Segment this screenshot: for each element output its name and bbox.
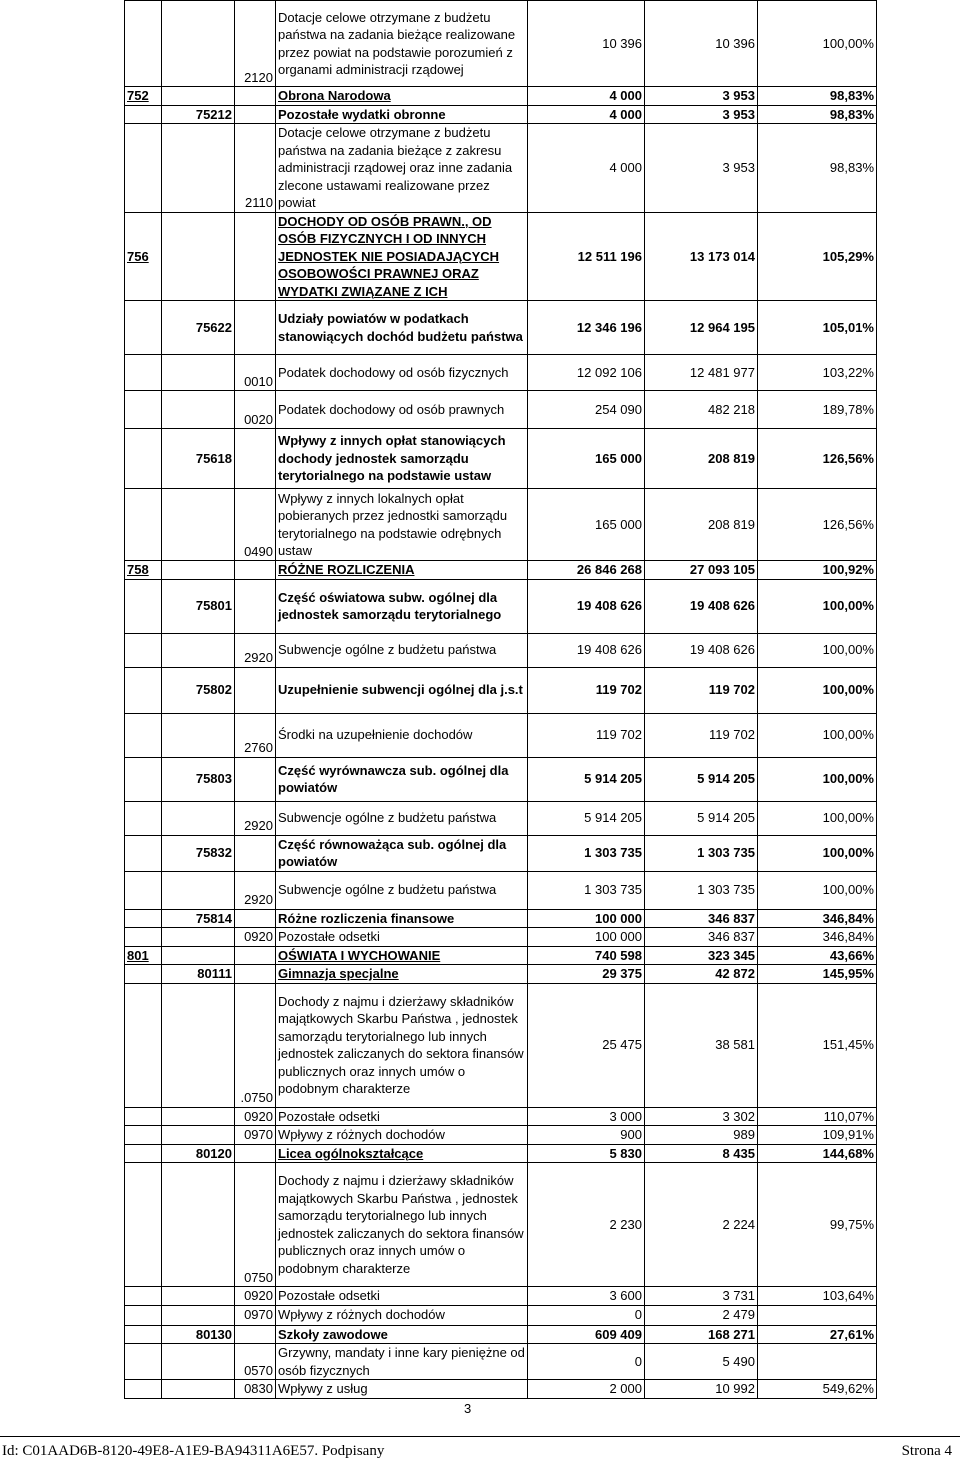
item-name: RÓŻNE ROZLICZENIA xyxy=(276,561,528,580)
item-name: Grzywny, mandaty i inne kary pieniężne od osób fizycznych xyxy=(276,1344,528,1380)
section-code: 758 xyxy=(125,561,162,580)
section-code xyxy=(125,1107,162,1126)
execution-percent: 100,00% xyxy=(758,835,877,871)
paragraph-code xyxy=(235,1144,276,1163)
paragraph-code: 0970 xyxy=(235,1126,276,1145)
section-code xyxy=(125,391,162,429)
document-id-footer: Id: C01AAD6B-8120-49E8-A1E9-BA94311A6E57. Podpisany xyxy=(2,1443,385,1459)
planned-amount: 25 475 xyxy=(528,983,645,1107)
section-code xyxy=(125,928,162,947)
table-row xyxy=(125,212,877,301)
execution-percent: 100,00% xyxy=(758,579,877,633)
budget-table-container xyxy=(124,0,874,1399)
chapter-code xyxy=(162,212,235,301)
paragraph-code: 0750 xyxy=(235,1163,276,1287)
table-row xyxy=(125,87,877,106)
executed-amount: 1 303 735 xyxy=(645,871,758,909)
executed-amount: 5 914 205 xyxy=(645,757,758,801)
chapter-code xyxy=(162,87,235,106)
section-code xyxy=(125,801,162,835)
page-number: 3 xyxy=(464,1401,472,1416)
page-footer-label: Strona 4 xyxy=(901,1443,952,1459)
planned-amount: 1 303 735 xyxy=(528,871,645,909)
item-name: Wpływy z innych opłat stanowiących dochody jednostek samorządu terytorialnego na podstawie ustaw xyxy=(276,429,528,489)
section-code xyxy=(125,124,162,213)
item-name: Pozostałe wydatki obronne xyxy=(276,105,528,124)
planned-amount: 4 000 xyxy=(528,124,645,213)
section-code xyxy=(125,965,162,984)
section-code: 752 xyxy=(125,87,162,106)
section-code xyxy=(125,871,162,909)
executed-amount: 38 581 xyxy=(645,983,758,1107)
table-row xyxy=(125,355,877,391)
executed-amount: 482 218 xyxy=(645,391,758,429)
table-row xyxy=(125,489,877,561)
executed-amount: 3 953 xyxy=(645,87,758,106)
chapter-code: 75622 xyxy=(162,301,235,355)
chapter-code xyxy=(162,1107,235,1126)
paragraph-code: 2920 xyxy=(235,801,276,835)
paragraph-code: 2920 xyxy=(235,871,276,909)
section-code xyxy=(125,579,162,633)
paragraph-code xyxy=(235,909,276,928)
table-row xyxy=(125,909,877,928)
table-row xyxy=(125,1144,877,1163)
chapter-code: 80130 xyxy=(162,1325,235,1344)
item-name: Podatek dochodowy od osób fizycznych xyxy=(276,355,528,391)
paragraph-code xyxy=(235,105,276,124)
planned-amount: 254 090 xyxy=(528,391,645,429)
execution-percent xyxy=(758,1305,877,1325)
section-code xyxy=(125,355,162,391)
section-code xyxy=(125,1,162,87)
item-name: Pozostałe odsetki xyxy=(276,1107,528,1126)
execution-percent: 43,66% xyxy=(758,946,877,965)
executed-amount: 12 964 195 xyxy=(645,301,758,355)
table-row xyxy=(125,1126,877,1145)
chapter-code: 75802 xyxy=(162,667,235,713)
section-code xyxy=(125,983,162,1107)
execution-percent xyxy=(758,1344,877,1380)
chapter-code: 80111 xyxy=(162,965,235,984)
chapter-code xyxy=(162,946,235,965)
planned-amount: 0 xyxy=(528,1344,645,1380)
section-code xyxy=(125,1380,162,1399)
chapter-code xyxy=(162,801,235,835)
item-name: Dotacje celowe otrzymane z budżetu państwa na zadania bieżące realizowane przez powiat na podstawie porozumień z organami administracji rządowej xyxy=(276,1,528,87)
paragraph-code: 0010 xyxy=(235,355,276,391)
item-name: DOCHODY OD OSÓB PRAWN., OD OSÓB FIZYCZNYCH I OD INNYCH JEDNOSTEK NIE POSIADAJĄCYCH OSOBOWOŚCI PRAWNEJ ORAZ WYDATKI ZWIĄZANE Z ICH xyxy=(276,212,528,301)
chapter-code xyxy=(162,561,235,580)
paragraph-code xyxy=(235,301,276,355)
execution-percent: 103,64% xyxy=(758,1287,877,1306)
paragraph-code: .0750 xyxy=(235,983,276,1107)
footer-divider xyxy=(0,1436,960,1437)
executed-amount: 10 992 xyxy=(645,1380,758,1399)
table-row xyxy=(125,1305,877,1325)
section-code xyxy=(125,1126,162,1145)
planned-amount: 19 408 626 xyxy=(528,579,645,633)
table-row xyxy=(125,667,877,713)
paragraph-code xyxy=(235,946,276,965)
planned-amount: 5 830 xyxy=(528,1144,645,1163)
table-row xyxy=(125,391,877,429)
chapter-code xyxy=(162,983,235,1107)
planned-amount: 165 000 xyxy=(528,429,645,489)
chapter-code xyxy=(162,489,235,561)
executed-amount: 19 408 626 xyxy=(645,579,758,633)
section-code xyxy=(125,757,162,801)
paragraph-code: 0970 xyxy=(235,1305,276,1325)
planned-amount: 609 409 xyxy=(528,1325,645,1344)
execution-percent: 346,84% xyxy=(758,928,877,947)
section-code xyxy=(125,489,162,561)
section-code xyxy=(125,429,162,489)
executed-amount: 989 xyxy=(645,1126,758,1145)
table-row xyxy=(125,1325,877,1344)
executed-amount: 2 224 xyxy=(645,1163,758,1287)
table-row xyxy=(125,301,877,355)
execution-percent: 549,62% xyxy=(758,1380,877,1399)
table-row xyxy=(125,579,877,633)
item-name: Uzupełnienie subwencji ogólnej dla j.s.t xyxy=(276,667,528,713)
table-row xyxy=(125,1380,877,1399)
execution-percent: 126,56% xyxy=(758,429,877,489)
item-name: Wpływy z usług xyxy=(276,1380,528,1399)
chapter-code: 75801 xyxy=(162,579,235,633)
table-row xyxy=(125,946,877,965)
executed-amount: 3 302 xyxy=(645,1107,758,1126)
item-name: Subwencje ogólne z budżetu państwa xyxy=(276,871,528,909)
item-name: Subwencje ogólne z budżetu państwa xyxy=(276,633,528,667)
item-name: Część równoważąca sub. ogólnej dla powiatów xyxy=(276,835,528,871)
planned-amount: 100 000 xyxy=(528,909,645,928)
item-name: Licea ogólnokształcące xyxy=(276,1144,528,1163)
chapter-code: 80120 xyxy=(162,1144,235,1163)
paragraph-code xyxy=(235,429,276,489)
table-row xyxy=(125,1107,877,1126)
item-name: OŚWIATA I WYCHOWANIE xyxy=(276,946,528,965)
execution-percent: 189,78% xyxy=(758,391,877,429)
item-name: Wpływy z różnych dochodów xyxy=(276,1305,528,1325)
section-code xyxy=(125,1325,162,1344)
planned-amount: 12 346 196 xyxy=(528,301,645,355)
execution-percent: 145,95% xyxy=(758,965,877,984)
planned-amount: 5 914 205 xyxy=(528,757,645,801)
section-code xyxy=(125,1163,162,1287)
paragraph-code: 0490 xyxy=(235,489,276,561)
execution-percent: 98,83% xyxy=(758,105,877,124)
executed-amount: 19 408 626 xyxy=(645,633,758,667)
section-code: 756 xyxy=(125,212,162,301)
item-name: Środki na uzupełnienie dochodów xyxy=(276,713,528,757)
section-code xyxy=(125,713,162,757)
paragraph-code xyxy=(235,965,276,984)
item-name: Pozostałe odsetki xyxy=(276,928,528,947)
executed-amount: 208 819 xyxy=(645,489,758,561)
planned-amount: 1 303 735 xyxy=(528,835,645,871)
chapter-code xyxy=(162,633,235,667)
execution-percent: 100,00% xyxy=(758,633,877,667)
table-row xyxy=(125,1287,877,1306)
item-name: Wpływy z różnych dochodów xyxy=(276,1126,528,1145)
executed-amount: 8 435 xyxy=(645,1144,758,1163)
execution-percent: 100,00% xyxy=(758,871,877,909)
planned-amount: 165 000 xyxy=(528,489,645,561)
chapter-code xyxy=(162,124,235,213)
paragraph-code: 0020 xyxy=(235,391,276,429)
executed-amount: 2 479 xyxy=(645,1305,758,1325)
paragraph-code xyxy=(235,561,276,580)
paragraph-code: 2920 xyxy=(235,633,276,667)
chapter-code: 75803 xyxy=(162,757,235,801)
paragraph-code xyxy=(235,212,276,301)
section-code xyxy=(125,301,162,355)
table-row xyxy=(125,965,877,984)
item-name: Dochody z najmu i dzierżawy składników majątkowych Skarbu Państwa , jednostek samorządu terytorialnego lub innych jednostek zaliczanych do sektora finansów publicznych oraz innych umów o podobnym charakterze xyxy=(276,1163,528,1287)
chapter-code xyxy=(162,1287,235,1306)
table-row xyxy=(125,124,877,213)
execution-percent: 100,00% xyxy=(758,757,877,801)
section-code xyxy=(125,105,162,124)
execution-percent: 103,22% xyxy=(758,355,877,391)
executed-amount: 10 396 xyxy=(645,1,758,87)
chapter-code xyxy=(162,1344,235,1380)
item-name: Szkoły zawodowe xyxy=(276,1325,528,1344)
item-name: Różne rozliczenia finansowe xyxy=(276,909,528,928)
executed-amount: 5 490 xyxy=(645,1344,758,1380)
item-name: Część oświatowa subw. ogólnej dla jednostek samorządu terytorialnego xyxy=(276,579,528,633)
paragraph-code xyxy=(235,579,276,633)
paragraph-code: 0920 xyxy=(235,1287,276,1306)
table-row xyxy=(125,928,877,947)
planned-amount: 5 914 205 xyxy=(528,801,645,835)
executed-amount: 5 914 205 xyxy=(645,801,758,835)
paragraph-code: 0830 xyxy=(235,1380,276,1399)
item-name: Dotacje celowe otrzymane z budżetu państwa na zadania bieżące z zakresu administracji rządowej oraz inne zadania zlecone ustawami realizowane przez powiat xyxy=(276,124,528,213)
paragraph-code: 2760 xyxy=(235,713,276,757)
paragraph-code xyxy=(235,1325,276,1344)
table-row xyxy=(125,633,877,667)
execution-percent: 98,83% xyxy=(758,87,877,106)
planned-amount: 26 846 268 xyxy=(528,561,645,580)
chapter-code xyxy=(162,871,235,909)
chapter-code xyxy=(162,713,235,757)
table-row xyxy=(125,983,877,1107)
paragraph-code: 0920 xyxy=(235,928,276,947)
execution-percent: 144,68% xyxy=(758,1144,877,1163)
executed-amount: 323 345 xyxy=(645,946,758,965)
budget-table-body xyxy=(125,1,877,1399)
planned-amount: 2 230 xyxy=(528,1163,645,1287)
table-row xyxy=(125,561,877,580)
planned-amount: 100 000 xyxy=(528,928,645,947)
table-row xyxy=(125,835,877,871)
paragraph-code: 2110 xyxy=(235,124,276,213)
planned-amount: 119 702 xyxy=(528,713,645,757)
item-name: Obrona Narodowa xyxy=(276,87,528,106)
section-code xyxy=(125,633,162,667)
table-row xyxy=(125,713,877,757)
table-row xyxy=(125,1163,877,1287)
execution-percent: 100,00% xyxy=(758,667,877,713)
execution-percent: 100,92% xyxy=(758,561,877,580)
executed-amount: 3 953 xyxy=(645,124,758,213)
execution-percent: 151,45% xyxy=(758,983,877,1107)
paragraph-code: 0920 xyxy=(235,1107,276,1126)
paragraph-code: 0570 xyxy=(235,1344,276,1380)
executed-amount: 1 303 735 xyxy=(645,835,758,871)
section-code xyxy=(125,667,162,713)
table-row xyxy=(125,1,877,87)
execution-percent: 346,84% xyxy=(758,909,877,928)
chapter-code xyxy=(162,1380,235,1399)
planned-amount: 3 600 xyxy=(528,1287,645,1306)
chapter-code xyxy=(162,1305,235,1325)
table-row xyxy=(125,757,877,801)
execution-percent: 110,07% xyxy=(758,1107,877,1126)
item-name: Część wyrównawcza sub. ogólnej dla powiatów xyxy=(276,757,528,801)
planned-amount: 900 xyxy=(528,1126,645,1145)
chapter-code xyxy=(162,1126,235,1145)
paragraph-code xyxy=(235,667,276,713)
executed-amount: 3 953 xyxy=(645,105,758,124)
section-code xyxy=(125,1305,162,1325)
execution-percent: 100,00% xyxy=(758,801,877,835)
planned-amount: 2 000 xyxy=(528,1380,645,1399)
planned-amount: 29 375 xyxy=(528,965,645,984)
section-code xyxy=(125,1344,162,1380)
planned-amount: 0 xyxy=(528,1305,645,1325)
execution-percent: 126,56% xyxy=(758,489,877,561)
execution-percent: 100,00% xyxy=(758,713,877,757)
chapter-code: 75832 xyxy=(162,835,235,871)
execution-percent: 27,61% xyxy=(758,1325,877,1344)
planned-amount: 19 408 626 xyxy=(528,633,645,667)
chapter-code xyxy=(162,1,235,87)
chapter-code xyxy=(162,1163,235,1287)
item-name: Udziały powiatów w podatkach stanowiących dochód budżetu państwa xyxy=(276,301,528,355)
section-code xyxy=(125,1287,162,1306)
paragraph-code xyxy=(235,835,276,871)
executed-amount: 3 731 xyxy=(645,1287,758,1306)
table-row xyxy=(125,871,877,909)
budget-table xyxy=(124,0,877,1399)
planned-amount: 3 000 xyxy=(528,1107,645,1126)
execution-percent: 105,01% xyxy=(758,301,877,355)
item-name: Gimnazja specjalne xyxy=(276,965,528,984)
execution-percent: 105,29% xyxy=(758,212,877,301)
chapter-code xyxy=(162,355,235,391)
item-name: Podatek dochodowy od osób prawnych xyxy=(276,391,528,429)
executed-amount: 119 702 xyxy=(645,713,758,757)
table-row xyxy=(125,429,877,489)
execution-percent: 100,00% xyxy=(758,1,877,87)
executed-amount: 27 093 105 xyxy=(645,561,758,580)
chapter-code: 75618 xyxy=(162,429,235,489)
execution-percent: 98,83% xyxy=(758,124,877,213)
chapter-code: 75212 xyxy=(162,105,235,124)
chapter-code xyxy=(162,391,235,429)
planned-amount: 119 702 xyxy=(528,667,645,713)
item-name: Subwencje ogólne z budżetu państwa xyxy=(276,801,528,835)
section-code xyxy=(125,909,162,928)
executed-amount: 168 271 xyxy=(645,1325,758,1344)
table-row xyxy=(125,801,877,835)
executed-amount: 12 481 977 xyxy=(645,355,758,391)
table-row xyxy=(125,105,877,124)
planned-amount: 12 511 196 xyxy=(528,212,645,301)
chapter-code: 75814 xyxy=(162,909,235,928)
executed-amount: 208 819 xyxy=(645,429,758,489)
planned-amount: 10 396 xyxy=(528,1,645,87)
table-row xyxy=(125,1344,877,1380)
chapter-code xyxy=(162,928,235,947)
item-name: Wpływy z innych lokalnych opłat pobieranych przez jednostki samorządu terytorialnego na podstawie odrębnych ustaw xyxy=(276,489,528,561)
planned-amount: 740 598 xyxy=(528,946,645,965)
execution-percent: 109,91% xyxy=(758,1126,877,1145)
section-code xyxy=(125,835,162,871)
section-code xyxy=(125,1144,162,1163)
item-name: Pozostałe odsetki xyxy=(276,1287,528,1306)
paragraph-code: 2120 xyxy=(235,1,276,87)
executed-amount: 346 837 xyxy=(645,909,758,928)
executed-amount: 346 837 xyxy=(645,928,758,947)
executed-amount: 42 872 xyxy=(645,965,758,984)
planned-amount: 4 000 xyxy=(528,87,645,106)
paragraph-code xyxy=(235,757,276,801)
execution-percent: 99,75% xyxy=(758,1163,877,1287)
executed-amount: 13 173 014 xyxy=(645,212,758,301)
executed-amount: 119 702 xyxy=(645,667,758,713)
planned-amount: 4 000 xyxy=(528,105,645,124)
planned-amount: 12 092 106 xyxy=(528,355,645,391)
item-name: Dochody z najmu i dzierżawy składników majątkowych Skarbu Państwa , jednostek samorządu terytorialnego lub innych jednostek zaliczanych do sektora finansów publicznych oraz innych umów o podobnym charakterze xyxy=(276,983,528,1107)
paragraph-code xyxy=(235,87,276,106)
section-code: 801 xyxy=(125,946,162,965)
